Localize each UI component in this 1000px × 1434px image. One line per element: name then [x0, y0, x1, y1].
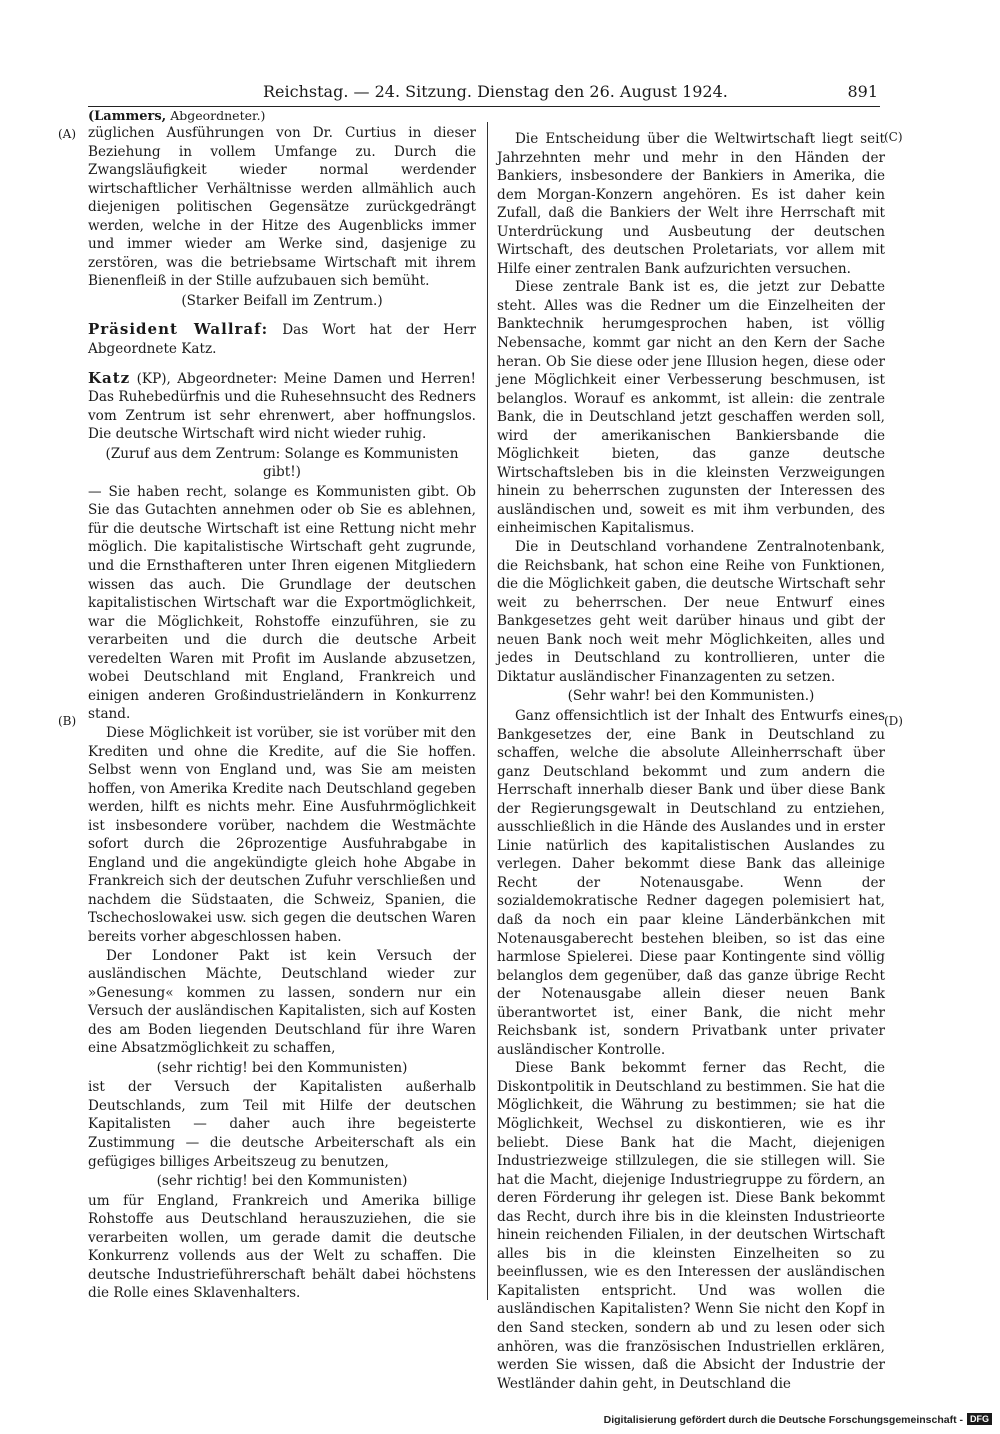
interjection: (Starker Beifall im Zentrum.): [181, 292, 383, 309]
right-column: [497, 130, 885, 1393]
katz-name: Katz: [88, 368, 131, 387]
margin-marker-b: (B): [58, 714, 77, 728]
speaker-role: Abgeordneter.): [170, 108, 266, 123]
dfg-logo: DFG: [967, 1413, 992, 1425]
paragraph: züglichen Ausführungen von Dr. Curtius in dieser Beziehung in vollem Umfange zu. Durch die Zwangsläufigkeit wieder normal werdender wirtschaftlicher Verhältnisse werden allmählich auch diejenigen politischen Gegensätze zurückgedrängt werden, welche in der Hitze des Augenblicks immer und immer wieder am Werke sind, dasjenige zu zerstören, was die betriebsame Wirtschaft mit ihrem Bienenfleiß in der Stille aufzubauen sich bemüht.: [88, 125, 476, 290]
interjection: (sehr richtig! bei den Kommunisten): [156, 1059, 408, 1076]
paragraph: um für England, Frankreich und Amerika billige Rohstoffe aus Deutschland herauszuziehen, die sie verarbeiten wollen, um gerade damit die deutsche Konkurrenz vollends aus der Welt zu schaffen. Die deutsche Industrieführerschaft behält dabei höchstens die Rolle eines Sklavenhalters.: [88, 1192, 476, 1302]
paragraph: Die Entscheidung über die Weltwirtschaft liegt seit Jahrzehnten mehr und mehr in den Händen der Bankiers, insbesondere der Bankiers in Amerika, die dem Morgan-Konzern angehören. Es ist daher kein Zufall, daß die Bankiers der Welt ihre Herrschaft mit Unterdrückung und Ausbeutung der deutschen Wirtschaft, des deutschen Proletariats, vor allem mit Hilfe einer zentralen Bank aufzurichten versuchen.: [497, 131, 885, 277]
page-number: 891: [847, 82, 878, 101]
paragraph: ist der Versuch der Kapitalisten außerhalb Deutschlands, zum Teil mit Hilfe der deutschen Kapitalisten — daher auch ihre begeisterte Zustimmung — die deutsche Arbeiterschaft als ein gefügiges billiges Arbeitszeug zu benutzen,: [88, 1079, 476, 1170]
speech-president: [88, 320, 476, 358]
left-column: [88, 124, 476, 1303]
interjection: (Zuruf aus dem Zentrum: Solange es Kommunisten gibt!): [105, 445, 459, 481]
paragraph: — Sie haben recht, solange es Kommunisten gibt. Ob Sie das Gutachten annehmen oder ob Sie es ablehnen, für die deutsche Wirtschaft ist eine Rettung nicht mehr möglich. Die kapitalistische Wirtschaft geht zugrunde, und die Ernsthafteren unter Ihren eigenen Mitgliedern wissen das auch. Die Grundlage der deutschen kapitalistischen Wirtschaft war die Exportmöglichkeit, war die Möglichkeit, Rohstoffe einzuführen, sie zu verarbeiten und die durch die deutsche Arbeit veredelten Waren mit Profit im Auslande abzusetzen, wobei Deutschland mit England, Frankreich und einigen anderen Großindustrieländern in Konkurrenz stand.: [88, 483, 476, 723]
running-title: Reichstag. — 24. Sitzung. Dienstag den 26. August 1924.: [263, 82, 728, 101]
paragraph: Der Londoner Pakt ist kein Versuch der ausländischen Mächte, Deutschland wieder zur »Genesung« kommen zu lassen, sondern nur ein Versuch der ausländischen Kapitalisten, sich auf Kosten des am Boden liegenden Deutschland für ihre Waren eine Absatzmöglichkeit zu schaffen,: [88, 947, 476, 1057]
margin-marker-a: (A): [58, 127, 77, 141]
paragraph: Ganz offensichtlich ist der Inhalt des Entwurfs eines Bankgesetzes der, eine Bank in Deutschland zu schaffen, welche die absolute Alleinherrschaft über ganz Deutschland bekommt und zum andern die Herrschaft innerhalb dieser Bank und über diese Bank der Regierungsgewalt in Deutschland zu entziehen, ausschließlich in die Hände des Auslandes und in erster Linie natürlich des kapitalistischen Auslandes zu verlegen. Daher bekommt diese Bank das alleinige Recht der Notenausgabe. Wenn der sozialdemokratische Redner dagegen polemisiert hat, daß da noch ein paar kleine Länderbänkchen mit Notenausgaberecht bestehen bleiben, so ist das eine harmlose Spielerei. Diese paar Kontingente sind völlig belanglos dem gegenüber, daß das ganze übrige Recht der Notenausgabe allein dieser neuen Bank überantwortet ist, einer Bank, die nicht mehr Reichsbank ist, sondern Privatbank unter privater ausländischer Kontrolle.: [497, 707, 885, 1058]
margin-marker-c: (C): [884, 130, 903, 144]
speech-katz: [88, 369, 476, 444]
paragraph: Diese zentrale Bank ist es, die jetzt zur Debatte steht. Alles was die Redner um die Einzelheiten der Banktechnik herumgesprochen haben, ist völlig Nebensache, kommt gar nicht an den Kern der Sache heran. Ob Sie diese oder jene Illusion hegen, diese oder jene Möglichkeit einer Verbesserung beschmusen, ist belanglos. Worauf es ankommt, ist allein: die zentrale Bank, die in Deutschland jetzt geschaffen werden soll, wird der amerikanischen Bankiersbande die Möglichkeit bieten, das ganze deutsche Wirtschaftsleben bis in die kleinsten Verzweigungen hinein zu beherrschen zugunsten der Interessen des ausländischen und, soweit es mit ihm verbunden, des einheimischen Kapitalismus.: [497, 279, 885, 537]
president-text: Das Wort hat der Herr Abgeordnete Katz.: [88, 322, 477, 358]
president-name: Präsident Wallraf:: [88, 320, 269, 339]
interjection: (sehr richtig! bei den Kommunisten): [156, 1173, 408, 1190]
page-header: [88, 82, 880, 107]
speaker-name: (Lammers,: [88, 109, 167, 124]
continued-speaker: [88, 108, 265, 124]
paragraph: Die in Deutschland vorhandene Zentralnotenbank, die Reichsbank, hat schon eine Reihe von Funktionen, die die Möglichkeit gaben, die deutsche Wirtschaft sehr weit zu beherrschen. Der neue Entwurf eines Bankgesetzes geht weit darüber hinaus und gibt der neuen Bank noch weit mehr Möglichkeiten, alles und jedes in Deutschland zu kontrollieren, unter die Diktatur ausländischer Finanzagenten zu setzen.: [497, 539, 885, 685]
paragraph: Diese Möglichkeit ist vorüber, sie ist vorüber mit den Krediten und ohne die Kredite, auf die Sie hoffen. Selbst wenn von England und, was Sie am meisten hoffen, von Amerika Kredite nach Deutschland gegeben werden, hilft es nichts mehr. Eine Ausfuhrmöglichkeit ist insbesondere vorüber, nachdem die Westmächte sofort durch die 26prozentige Ausfuhrabgabe in England und die angekündigte gleich hohe Abgabe in Frankreich sich der deutschen Zufuhr verschließen und nachdem die Südstaaten, die Schweiz, Spanien, die Tschechoslowakei usw. sich gegen die deutschen Waren bereits vorher abgeschlossen haben.: [88, 724, 476, 945]
column-divider: [487, 122, 488, 1300]
margin-marker-d: (D): [884, 714, 903, 728]
digitization-credit: [604, 1413, 992, 1426]
katz-text: (KP), Abgeordneter: Meine Damen und Herren! Das Ruhebedürfnis und die Ruhesehnsucht des Redners vom Zentrum ist sehr ehrenwert, aber hoffnungslos. Die deutsche Wirtschaft wird nicht wieder ruhig.: [88, 370, 477, 443]
paragraph: Diese Bank bekommt ferner das Recht, die Diskontpolitik in Deutschland zu bestimmen. Sie hat die Möglichkeit, die Währung zu bestimmen; sie hat die Möglichkeit, Wechsel zu diskontieren, wie es ihr beliebt. Diese Bank hat die Macht, diejenigen Industriezweige stillzulegen, die sie stillegen will. Sie hat die Macht, diejenige Industriegruppe zu fördern, an deren Förderung ihr gelegen ist. Diese Bank bekommt das Recht, durch ihre bis in die kleinsten Industrieorte hinein reichenden Filialen, in der deutschen Wirtschaft alles bis in die kleinsten Einzelheiten so zu beeinflussen, wie es den Interessen der ausländischen Kapitalisten entspricht. Und was wollen die ausländischen Kapitalisten? Wenn Sie nicht den Kopf in den Sand stecken, sondern ab und zu lesen oder sich anhören, was die französischen Industriellen erklären, werden Sie wissen, daß die Absicht der Industrie der Westländer dahin geht, in Deutschland die: [497, 1060, 885, 1392]
credit-text: Digitalisierung gefördert durch die Deutsche Forschungsgemeinschaft -: [603, 1414, 963, 1426]
interjection: (Sehr wahr! bei den Kommunisten.): [567, 688, 815, 705]
